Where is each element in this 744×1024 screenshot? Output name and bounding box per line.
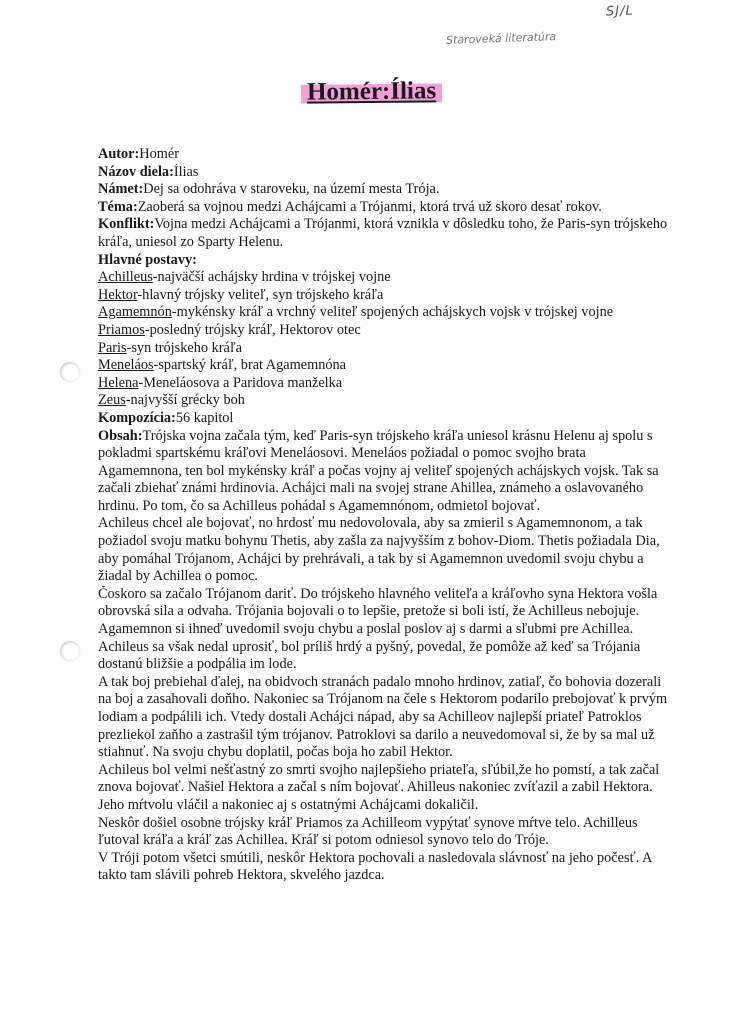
namet-label: Námet:: [98, 181, 144, 198]
character-line: [98, 287, 698, 305]
character-desc: -syn trójskeho kráľa: [126, 339, 242, 356]
kompozicia-value: 56 kapitol: [175, 409, 234, 426]
punch-hole: [60, 641, 80, 661]
character-name: Hektor: [98, 286, 138, 303]
character-line: [98, 304, 698, 322]
obsah-text-line: Jeho mŕtvolu vláčil a nakoniec aj s ostatnými Achájcami dokaličil.: [98, 796, 479, 813]
obsah-text-line: ľutoval kráľa a kráľ zas Achillea. Kráľ si potom odniesol synovo telo do Tróje.: [98, 832, 549, 849]
nazov-label: Názov diela:: [98, 163, 174, 180]
konflikt-value: Vojna medzi Achájcami a Trójanmi, ktorá vznikla v dôsledku toho, že Paris-syn trójskeho: [154, 216, 668, 233]
character-name: Priamos: [98, 321, 145, 338]
obsah-line: [98, 428, 698, 446]
character-desc: -spartský kráľ, brat Agamemnóna: [153, 357, 347, 374]
character-line: [98, 340, 698, 358]
character-desc: -hlavný trójsky veliteľ, syn trójskeho kráľa: [137, 286, 384, 303]
konflikt-line: [98, 216, 698, 234]
character-desc: -najväčší achájsky hrdina v trójskej vojne: [152, 269, 391, 286]
character-name: Helena: [98, 374, 139, 391]
document-body: [98, 146, 698, 885]
namet-value: Dej sa odohráva v staroveku, na území mesta Trója.: [143, 181, 440, 198]
character-name: Agamemnón: [98, 304, 172, 321]
kompozicia-line: [98, 410, 698, 428]
obsah-text-line: stiahnuť. Na svoju chybu doplatil, počas boja ho zabil Hektor.: [98, 744, 453, 761]
character-name: Zeus: [98, 392, 126, 409]
handwritten-note: Staroveká literatúra: [445, 30, 557, 47]
nazov-value: Ílias: [173, 163, 199, 180]
autor-line: [98, 146, 698, 164]
character-line: [98, 392, 698, 410]
obsah-text-line: Achileus chcel ale bojovať, no hrdosť mu nedovolovala, aby sa zmieril s Agamemnonom, a tak: [98, 515, 643, 532]
tema-label: Téma:: [98, 198, 138, 215]
page-title: Homér:Ílias: [301, 77, 442, 106]
obsah-text-line: znova bojovať. Našiel Hektora a začal s ním bojovať. Ahilleus nakoniec zvíťazil a zabil Hektora.: [98, 779, 653, 796]
obsah-text-line: Achileus sa však nedal uprosiť, bol príliš hrdý a pyšný, povedal, že pomôže až keď sa Trójania: [98, 638, 641, 655]
obsah-text-line: Čoskoro sa začalo Trójanom dariť. Do trójskeho hlavného veliteľa a kráľovho syna Hektora vošla: [98, 585, 658, 602]
obsah-text-line: dostanú bližšie a podpália im lode.: [98, 656, 297, 673]
namet-line: [98, 181, 698, 199]
obsah-text-line: pokladmi spartskému kráľovi Meneláosovi. Meneláos požiadal o pomoc svojho brata: [98, 445, 586, 462]
character-name: Paris: [98, 339, 127, 356]
kompozicia-label: Kompozícia:: [98, 409, 176, 426]
obsah-text-line: Agamemnon si ihneď uvedomil svoju chybu a poslal poslov aj s darmi a sľubmi pre Achillea.: [98, 621, 634, 638]
obsah-text-line: lodiam a podpálili ich. Vtedy dostali Achájci nápad, aby sa Achilleov najlepší priateľ Patroklos: [98, 709, 642, 725]
character-desc: -najvyšší grécky boh: [125, 392, 245, 409]
obsah-text-line: začali zbiehať známi hrdinovia. Achájci mali na svojej strane Ahillea, známeho a oslavovaného: [98, 480, 644, 497]
konflikt-label: Konflikt:: [98, 216, 155, 233]
obsah-text-line: hrdinu. Po tom, čo sa Achilleus pohádal s Agamemnónom, odmietol bojovať.: [98, 497, 541, 514]
character-line: [98, 322, 698, 340]
obsah-text-line: žiadal by Achillea o pomoc.: [98, 568, 258, 585]
tema-value: Zaoberá sa vojnou medzi Achájcami a Trójanmi, ktorá trvá už skoro desať rokov.: [137, 198, 602, 215]
character-line: [98, 269, 698, 287]
title-block: [0, 78, 744, 106]
character-line: [98, 375, 698, 393]
obsah-label: Obsah:: [98, 427, 143, 444]
obsah-text-line: obrovská sila a odvaha. Trójania bojovali o to lepšie, pretože si boli istí, že Achilleus nebojuje.: [98, 603, 640, 620]
obsah-text-line: Agamemnona, ten bol mykénsky kráľ a počas vojny aj veliteľ spojených achájskych vojsk. Tak sa: [98, 462, 659, 479]
autor-value: Homér: [139, 146, 179, 162]
punch-hole: [60, 362, 80, 382]
obsah-text-line: Achileus bol velmi nešťastný zo smrti svojho najlepšieho priateľa, sľúbil,že ho pomstí, a tak začal: [98, 761, 660, 778]
handwritten-code: SJ/L: [605, 3, 634, 20]
character-name: Achilleus: [98, 269, 153, 286]
autor-label: Autor:: [98, 146, 140, 162]
obsah-body: [98, 445, 698, 885]
obsah-text-line: Neskôr došiel osobne trójsky kráľ Priamos za Achilleom vypýtať synove mŕtve telo. Achilleus: [98, 814, 638, 831]
obsah-text-line: A tak boj prebiehal ďalej, na obidvoch stranách padalo mnoho hrdinov, zatiaľ, čo bohovia dozerali: [98, 673, 662, 690]
obsah-text-line: prezliekol zaňho a zastrašil tým trójanov. Patroklovi sa darilo a neuvedomoval si, že by sa mal už: [98, 726, 655, 743]
obsah-text-line: V Tróji potom všetci smútili, neskôr Hektora pochovali a nasledovala slávnosť na jeho počesť. A: [98, 849, 653, 866]
postavy-label: Hlavné postavy:: [98, 251, 197, 268]
character-desc: -posledný trójsky kráľ, Hektorov otec: [144, 321, 361, 338]
character-desc: -Meneláosova a Paridova manželka: [138, 374, 343, 391]
character-line: [98, 357, 698, 375]
nazov-line: [98, 164, 698, 182]
obsah-text-line: požiadol svoju matku bohynu Thetis, aby zašla za najvyšším z bohov-Diom. Thetis požiadala Dia,: [98, 533, 660, 550]
character-desc: -mykénsky kráľ a vrchný veliteľ spojených achájskych vojsk v trójskej vojne: [171, 304, 614, 321]
konflikt-line-2: kráľa, uniesol zo Sparty Helenu.: [98, 233, 284, 250]
obsah-text-line: aby pomáhal Trójanom, Achájci by prehrávali, a tak by si Agamemnon uvedomil svoju chybu a: [98, 550, 644, 567]
obsah-text-line: takto tam slávili pohreb Hektora, skvelého jazdca.: [98, 867, 385, 884]
tema-line: [98, 199, 698, 217]
character-name: Meneláos: [98, 357, 154, 374]
obsah-first-text: Trójska vojna začala tým, keď Paris-syn trójskeho kráľa uniesol krásnu Helenu aj spolu s: [142, 427, 653, 444]
obsah-text-line: na boj a zasahovali doňho. Nakoniec sa Trójanom na čele s Hektorom podarilo prebojovať k prvým: [98, 691, 668, 708]
